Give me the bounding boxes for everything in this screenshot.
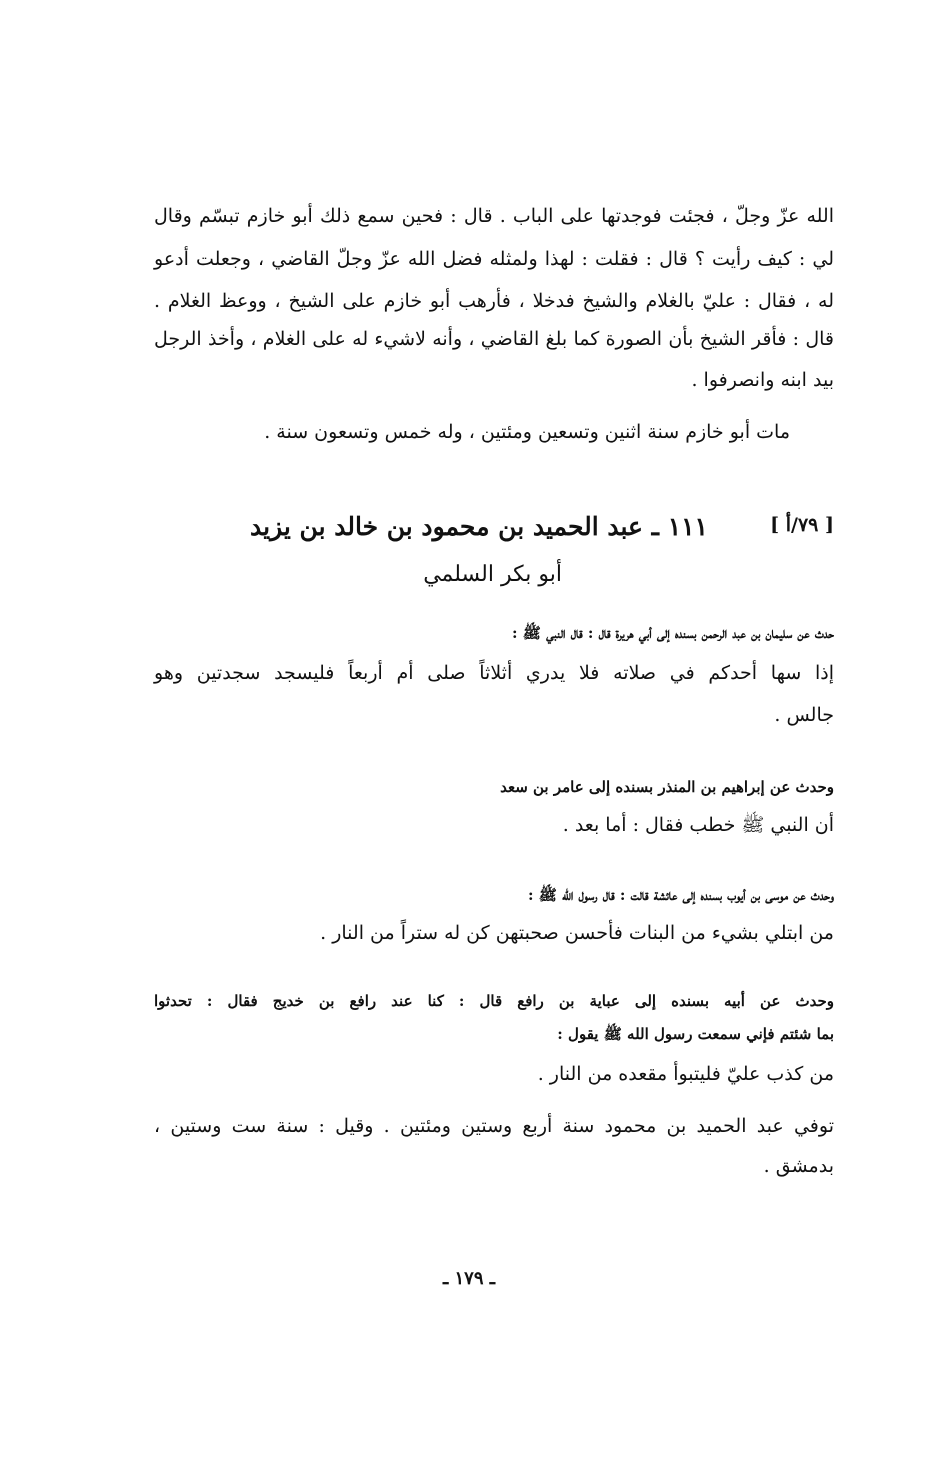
hadith-matn: أن النبي ﷺ خطب فقال : أما بعد . <box>562 814 834 836</box>
entry-heading <box>154 512 834 546</box>
closing-line: توفي عبد الحميد بن محمود سنة أربع وستين ومئتين . وقيل : سنة ست وستين ، <box>154 1115 834 1137</box>
page-number: ـ ١٧٩ ـ <box>442 1268 496 1289</box>
hadith-isnad: بما شئتم فإني سمعت رسول الله ﷺ يقول : <box>557 1025 834 1043</box>
paragraph-line: بيد ابنه وانصرفوا . <box>691 369 834 391</box>
paragraph-line: الله عزّ وجلّ ، فجئت فوجدتها على الباب . قال : فحين سمع ذلك أبو خازم تبسّم وقال <box>154 205 834 227</box>
hadith-matn: من ابتلي بشيء من البنات فأحسن صحبتهن كن له ستراً من النار . <box>320 922 834 944</box>
death-note: مات أبو خازم سنة اثنين وتسعين ومئتين ، وله خمس وتسعون سنة . <box>264 421 790 443</box>
paragraph-line: له ، فقال : عليّ بالغلام والشيخ فدخلا ، فأرهب أبو خازم على الشيخ ، ووعظ الغلام . <box>154 290 834 312</box>
hadith-matn: من كذب عليّ فليتبوأ مقعده من النار . <box>537 1063 834 1085</box>
folio-reference: [ ٧٩/أ ] <box>770 514 834 536</box>
hadith-isnad: وحدث عن موسى بن أيوب بسنده إلى عائشة قالت : قال رسول الله ﷺ : <box>527 886 834 904</box>
closing-line: بدمشق . <box>763 1155 834 1177</box>
entry-title: ١١١ ـ عبد الحميد بن محمود بن خالد بن يزيد <box>250 512 708 541</box>
hadith-isnad: حدث عن سليمان بن عبد الرحمن بسنده إلى أبي هريرة قال : قال النبي ﷺ : <box>512 624 834 642</box>
hadith-matn: إذا سها أحدكم في صلاته فلا يدري أثلاثاً صلى أم أربعاً فليسجد سجدتين وهو <box>154 662 834 684</box>
entry-subtitle: أبو بكر السلمي <box>423 562 562 587</box>
hadith-isnad: وحدث عن إبراهيم بن المنذر بسنده إلى عامر بن سعد <box>500 778 834 796</box>
paragraph-line: قال : فأقر الشيخ بأن الصورة كما بلغ القاضي ، وأنه لاشيء له على الغلام ، وأخذ الرجل <box>154 328 834 350</box>
paragraph-line: لي : كيف رأيت ؟ قال : فقلت : لهذا ولمثله فضل الله عزّ وجلّ القاضي ، وجعلت أدعو <box>154 248 834 270</box>
hadith-matn: جالس . <box>774 704 834 726</box>
hadith-isnad: وحدث عن أبيه بسنده إلى عباية بن رافع قال : كنا عند رافع بن خديج فقال : تحدثوا <box>154 992 834 1010</box>
